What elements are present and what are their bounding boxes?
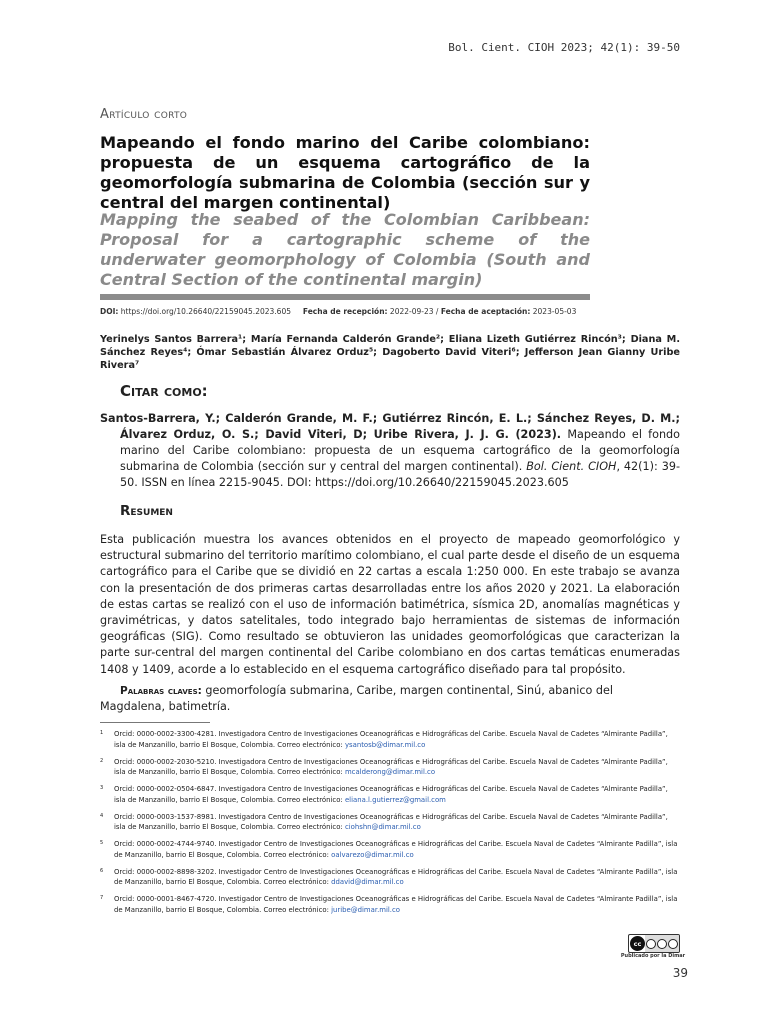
footnote-text: Orcid: 0000-0003-1537-8981. Investigadora Centro de Investigaciones Oceanográficas e Hidrográficas del Caribe. Escuela Naval de Cadetes “Almirante Padilla”, isla de Manzanillo, barrio El Bosque, Colombia. Correo electrónico: [114, 812, 668, 831]
doi-label: DOI: [100, 307, 119, 316]
article-title-es: Mapeando el fondo marino del Caribe colombiano: propuesta de un esquema cartográfico de la geomorfología submarina de Colombia (sección sur y central del margen continental) [100, 133, 590, 212]
footnote-number: 4 [100, 812, 104, 819]
footnote-text: Orcid: 0000-0002-8898-3202. Investigador Centro de Investigaciones Oceanográficas e Hidrográficas del Caribe. Escuela Naval de Cadetes “Almirante Padilla”, isla de Manzanillo, barrio El Bosque, Colombia. Correo electrónico: [114, 867, 678, 886]
footnote-email[interactable]: mcalderong@dimar.mil.co [344, 768, 436, 776]
journal-reference: Bol. Cient. CIOH 2023; 42(1): 39-50 [448, 41, 680, 54]
sharealike-icon [668, 939, 678, 949]
footnote-email[interactable]: ddavid@dimar.mil.co [331, 878, 404, 886]
keywords-paragraph [100, 683, 680, 715]
received-label: Fecha de recepción: [302, 307, 388, 316]
citation-block [100, 411, 680, 491]
footnote-text: Orcid: 0000-0002-0504-6847. Investigadora Centro de Investigaciones Oceanográficas e Hidrográficas del Caribe. Escuela Naval de Cadetes “Almirante Padilla”, isla de Manzanillo, barrio El Bosque, Colombia. Correo electrónico: [114, 785, 668, 804]
abstract-body: Esta publicación muestra los avances obtenidos en el proyecto de mapeado geomorfológico y estructural submarino del territorio marítimo colombiano, el cual parte desde el diseño de un esquema cartográfico para el Caribe que se dividió en 22 cartas a escala 1:250 000. En este trabajo se avanza con la presentación de dos primeras cartas desarrolladas entre los años 2020 y 2021. La elaboración de estas cartas se realizó con el uso de información batimétrica, sísmica 2D, anomalías magnéticas y gravimétricas, y datos satelitales, todo integrado bajo herramientas de sistemas de información geográficas (SIG). Como resultado se obtuvieron las unidades geomorfológicas que caracterizan la parte sur-central del margen continental del Caribe colombiano en dos cartas temáticas enumeradas 1408 y 1409, acorde a lo establecido en el esquema cartográfico diseñado para tal propósito. [100, 533, 680, 676]
footnote-text: Orcid: 0000-0001-8467-4720. Investigador Centro de Investigaciones Oceanográficas e Hidrográficas del Caribe. Escuela Naval de Cadetes “Almirante Padilla”, isla de Manzanillo, barrio El Bosque, Colombia. Correo electrónico: [114, 895, 678, 914]
footnote-number: 7 [100, 895, 104, 901]
footnote-item [100, 867, 680, 888]
creative-commons-icon[interactable] [628, 934, 680, 953]
footnote-item [100, 784, 680, 805]
footnote-email[interactable]: oalvarezo@dimar.mil.co [331, 850, 414, 859]
footnote-item [100, 729, 680, 750]
footnote-number: 6 [100, 867, 104, 874]
license-caption: Publicado por la Dimar [620, 953, 686, 959]
footnote-number: 1 [100, 730, 104, 736]
page-number: 39 [672, 966, 688, 980]
footnote-item [100, 894, 680, 915]
keywords-label: Palabras claves: [120, 685, 202, 697]
title-divider [100, 294, 590, 300]
received-date: 2022-09-23 [389, 307, 434, 316]
footnote-email[interactable]: juribe@dimar.mil.co [331, 905, 400, 914]
citation-journal: Bol. Cient. CIOH [526, 460, 617, 473]
footnote-text: Orcid: 0000-0002-3300-4281. Investigadora Centro de Investigaciones Oceanográficas e Hidrográficas del Caribe. Escuela Naval de Cadetes “Almirante Padilla”, isla de Manzanillo, barrio El Bosque, Colombia. Correo electrónico: [114, 730, 668, 749]
doi-link[interactable]: https://doi.org/10.26640/22159045.2023.605 [120, 307, 291, 316]
abstract-heading: Resumen [120, 503, 173, 519]
footnote-email[interactable]: ysantosb@dimar.mil.co [344, 740, 426, 749]
author-list: Yerinelys Santos Barrera¹; María Fernanda Calderón Grande²; Eliana Lizeth Gutiérrez Rincón³; Diana M. Sánchez Reyes⁴; Ómar Sebastián Álvarez Orduz⁵; Dagoberto David Viteri⁶; Jefferson Jean Gianny Uribe Rivera⁷ [100, 334, 680, 371]
citation-heading: Citar como: [120, 382, 208, 400]
noncommercial-icon [657, 939, 667, 949]
cc-license-marks [645, 935, 679, 952]
footnote-item [100, 839, 680, 860]
doi-dates-line [100, 307, 700, 316]
footnote-item [100, 757, 680, 778]
footnote-divider [100, 722, 210, 723]
footnote-number: 3 [100, 785, 104, 791]
footnote-item [100, 812, 680, 833]
accepted-date: 2023-05-03 [532, 307, 577, 316]
footnote-email[interactable]: ciohshn@dimar.mil.co [344, 823, 421, 831]
footnote-text: Orcid: 0000-0002-2030-5210. Investigadora Centro de Investigaciones Oceanográficas e Hidrográficas del Caribe. Escuela Naval de Cadetes “Almirante Padilla”, isla de Manzanillo, barrio El Bosque, Colombia. Correo electrónico: [114, 757, 668, 776]
footnote-number: 2 [100, 757, 104, 764]
footnote-number: 5 [100, 840, 104, 846]
footnote-email[interactable]: eliana.l.gutierrez@gmail.com [344, 795, 446, 804]
citation-tail: , 42(1): 39-50. ISSN en línea 2215-9045. DOI: https://doi.org/10.26640/22159045.2023.605 [120, 460, 680, 489]
article-title-en: Mapping the seabed of the Colombian Caribbean: Proposal for a cartographic scheme of the underwater geomorphology of Colombia (South and Central Section of the continental margin) [100, 210, 590, 289]
cc-badge: cc [630, 936, 645, 951]
footnotes [100, 729, 680, 922]
accepted-label: Fecha de aceptación: [440, 307, 531, 316]
keywords-text: geomorfología submarina, Caribe, margen continental, Sinú, abanico del Magdalena, batimetría. [100, 684, 613, 714]
citation-authors: Santos-Barrera, Y.; Calderón Grande, M. F.; Gutiérrez Rincón, E. L.; Sánchez Reyes, D. M.; Álvarez Orduz, O. S.; David Viteri, D; Uribe Rivera, J. J. G. (2023). [100, 412, 680, 441]
attribution-icon [646, 939, 656, 949]
citation-title: Mapeando el fondo marino del Caribe colombiano: propuesta de un esquema cartográfico de la geomorfología submarina de Colombia (sección sur y central del margen continental). [120, 428, 680, 473]
date-separator: / [435, 307, 439, 316]
footnote-text: Orcid: 0000-0002-4744-9740. Investigador Centro de Investigaciones Oceanográficas e Hidrográficas del Caribe. Escuela Naval de Cadetes “Almirante Padilla”, isla de Manzanillo, barrio El Bosque, Colombia. Correo electrónico: [114, 840, 678, 859]
article-section-label: Artículo corto [100, 107, 188, 122]
